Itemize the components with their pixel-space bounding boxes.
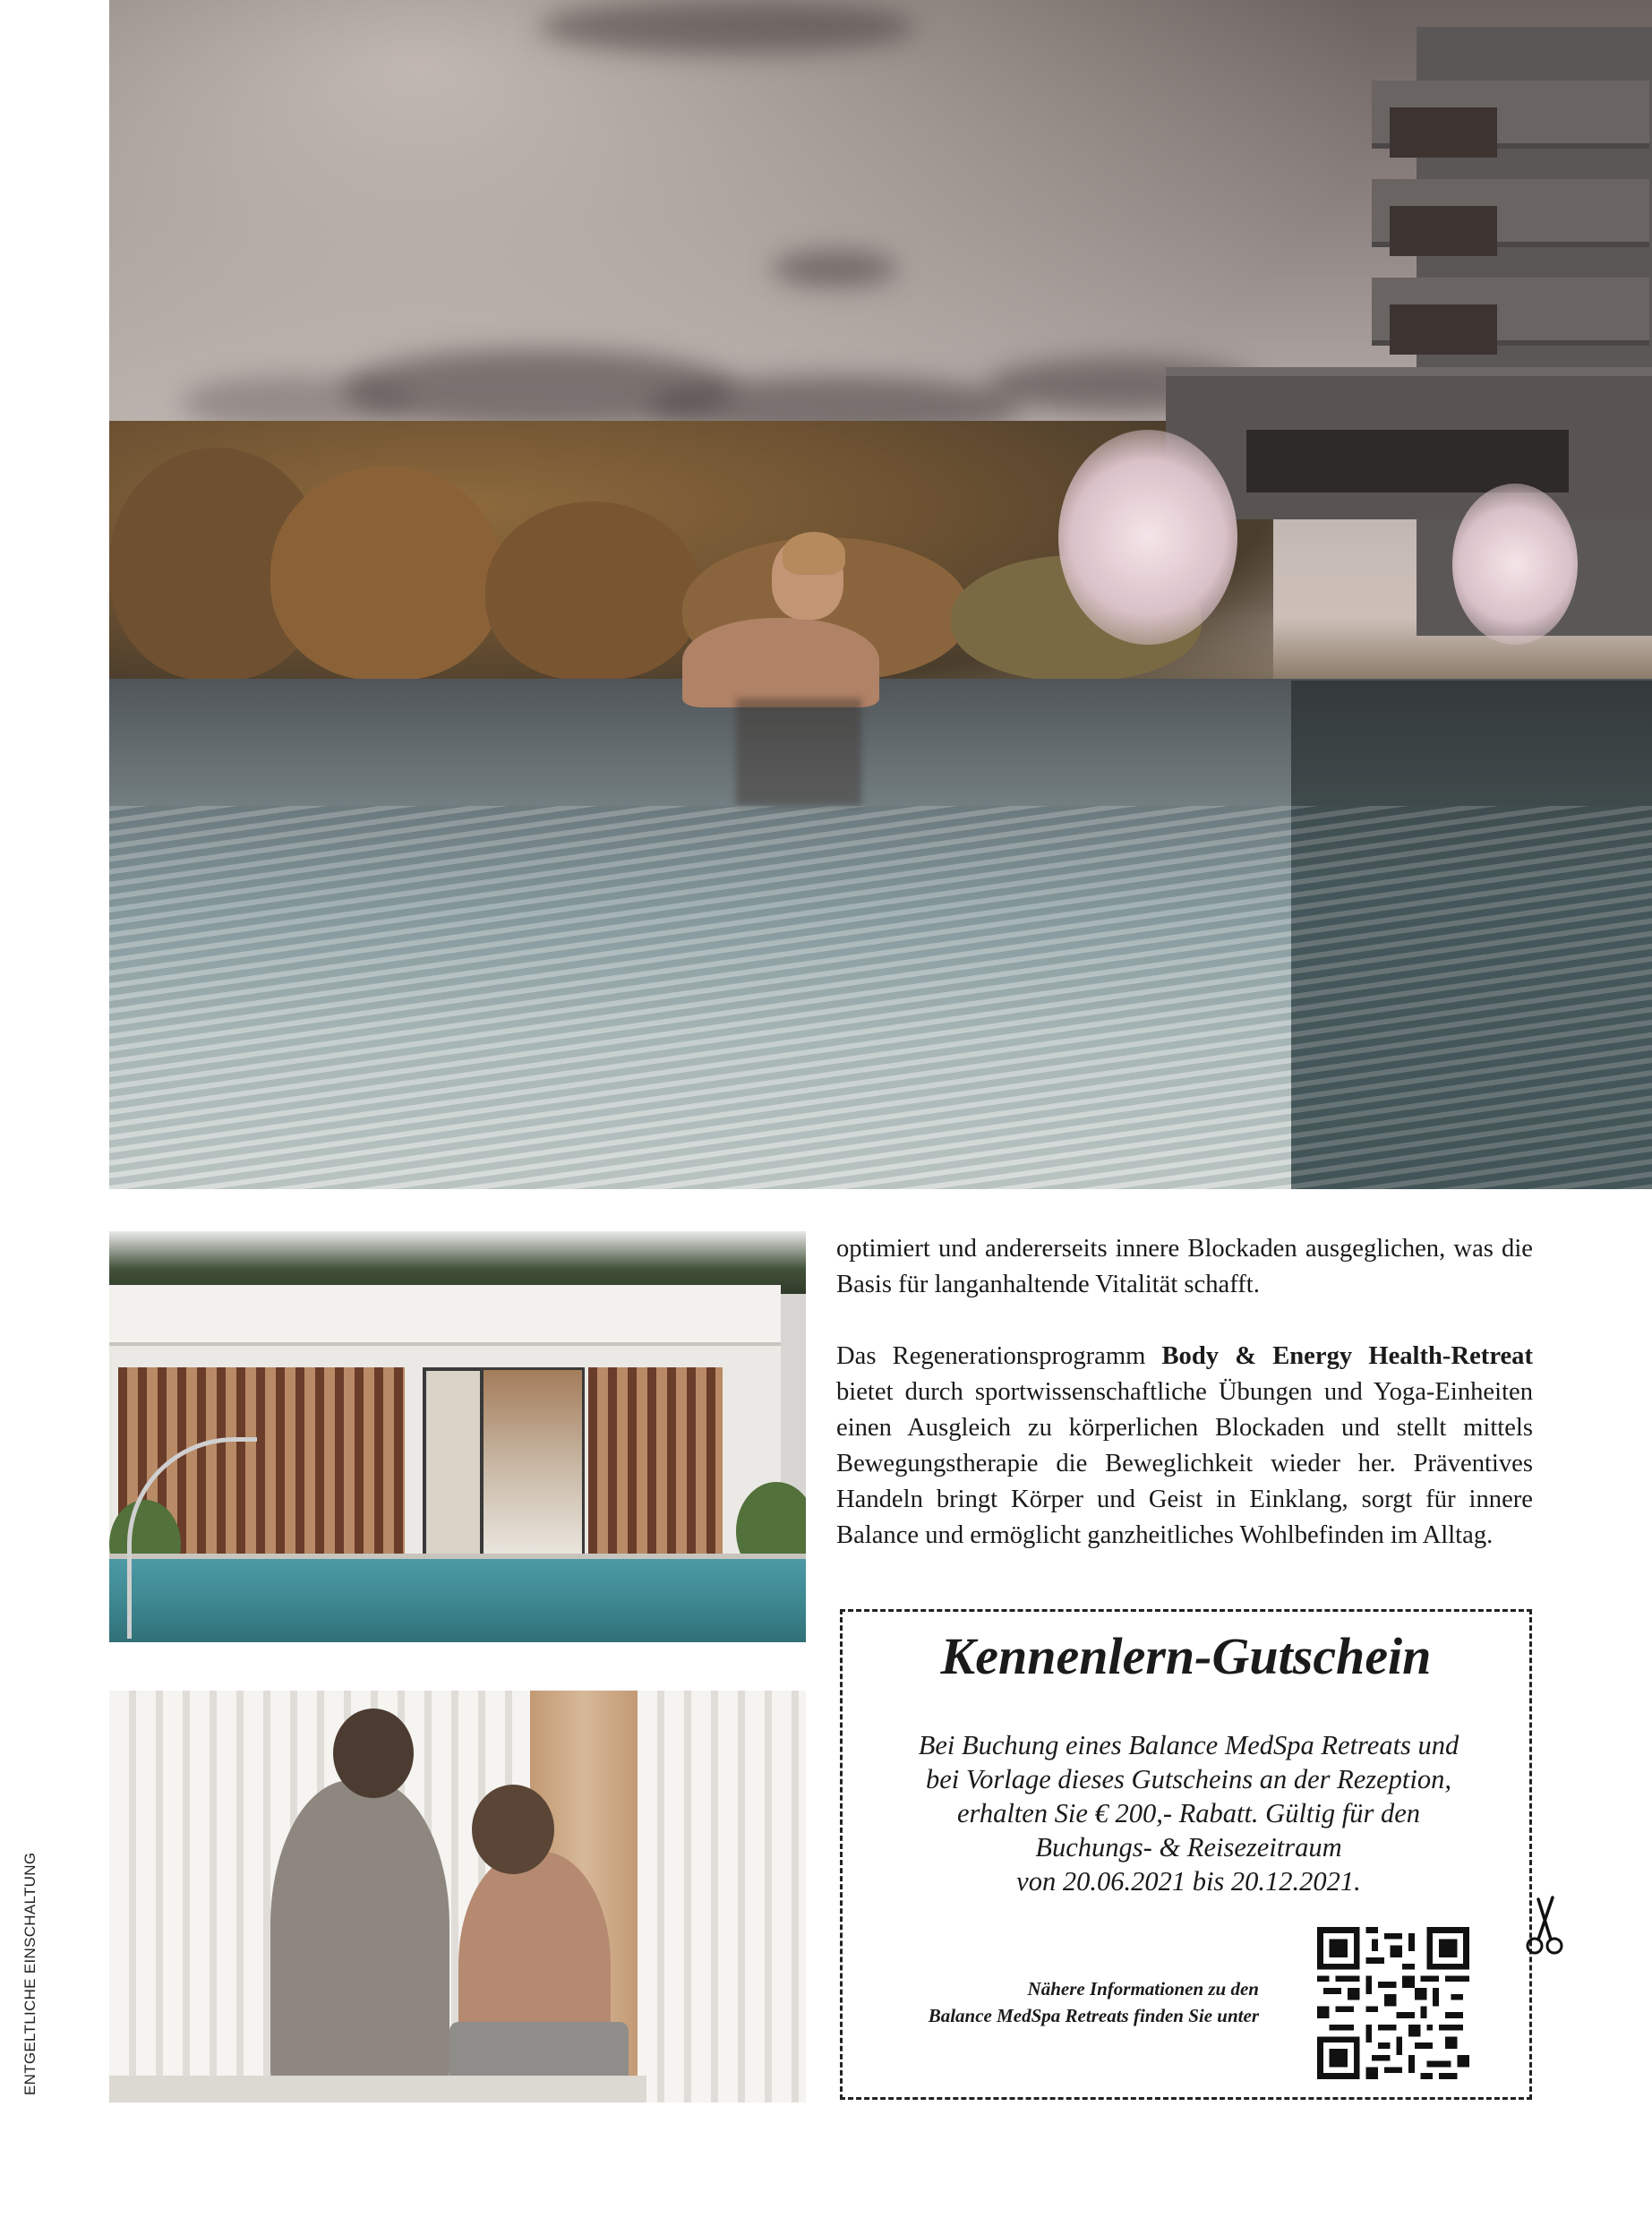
coupon-box: [840, 1609, 1532, 2100]
paragraph-2-suffix: bietet durch sportwissenschaftliche Übungen und Yoga-Einheiten einen Ausgleich zu körperlichen Blockaden und stellt mittels Bewegungstherapie die Beweglichkeit wieder her. Präventives Handeln bringt Körper und Geist in Einklang, sorgt für innere Balance und ermöglicht ganzheitliches Wohlbefinden im Alltag.: [836, 1378, 1533, 1549]
side-caption: ENTGELTLICHE EINSCHALTUNG: [21, 1852, 39, 2095]
coupon-info-text: [860, 1975, 1259, 2029]
offer-line-3: erhalten Sie € 200,- Rabatt. Gültig für den: [956, 1798, 1421, 1828]
article-body: [836, 1231, 1533, 1554]
coupon-title: Kennenlern-Gutschein: [940, 1627, 1432, 1685]
qr-code-icon[interactable]: [1317, 1927, 1469, 2079]
offer-line-2: bei Vorlage dieses Gutscheins an der Rezeption,: [925, 1764, 1452, 1794]
offer-line-1: Bei Buchung eines Balance MedSpa Retreats und: [918, 1730, 1459, 1760]
hero-photo: [109, 0, 1652, 1189]
pool-house-photo: [109, 1231, 806, 1642]
article-paragraph-2: [836, 1339, 1533, 1554]
scissors-icon: [1526, 1894, 1563, 1957]
massage-photo: [109, 1691, 806, 2102]
offer-line-4: Buchungs- & Reisezeitraum: [1035, 1832, 1342, 1863]
offer-line-5: von 20.06.2021 bis 20.12.2021.: [1016, 1866, 1361, 1897]
paragraph-2-prefix: Das Regenerationsprogramm: [836, 1342, 1162, 1370]
info-line-2: Balance MedSpa Retreats finden Sie unter: [928, 2005, 1259, 2026]
article-paragraph-1: optimiert und andererseits innere Blockaden ausgeglichen, was die Basis für langanhaltende Vitalität schafft.: [836, 1235, 1533, 1298]
program-name: Body & Energy Health-Retreat: [1161, 1342, 1534, 1370]
info-line-1: Nähere Informationen zu den: [1027, 1978, 1259, 2000]
coupon-offer-text: [860, 1728, 1517, 1898]
